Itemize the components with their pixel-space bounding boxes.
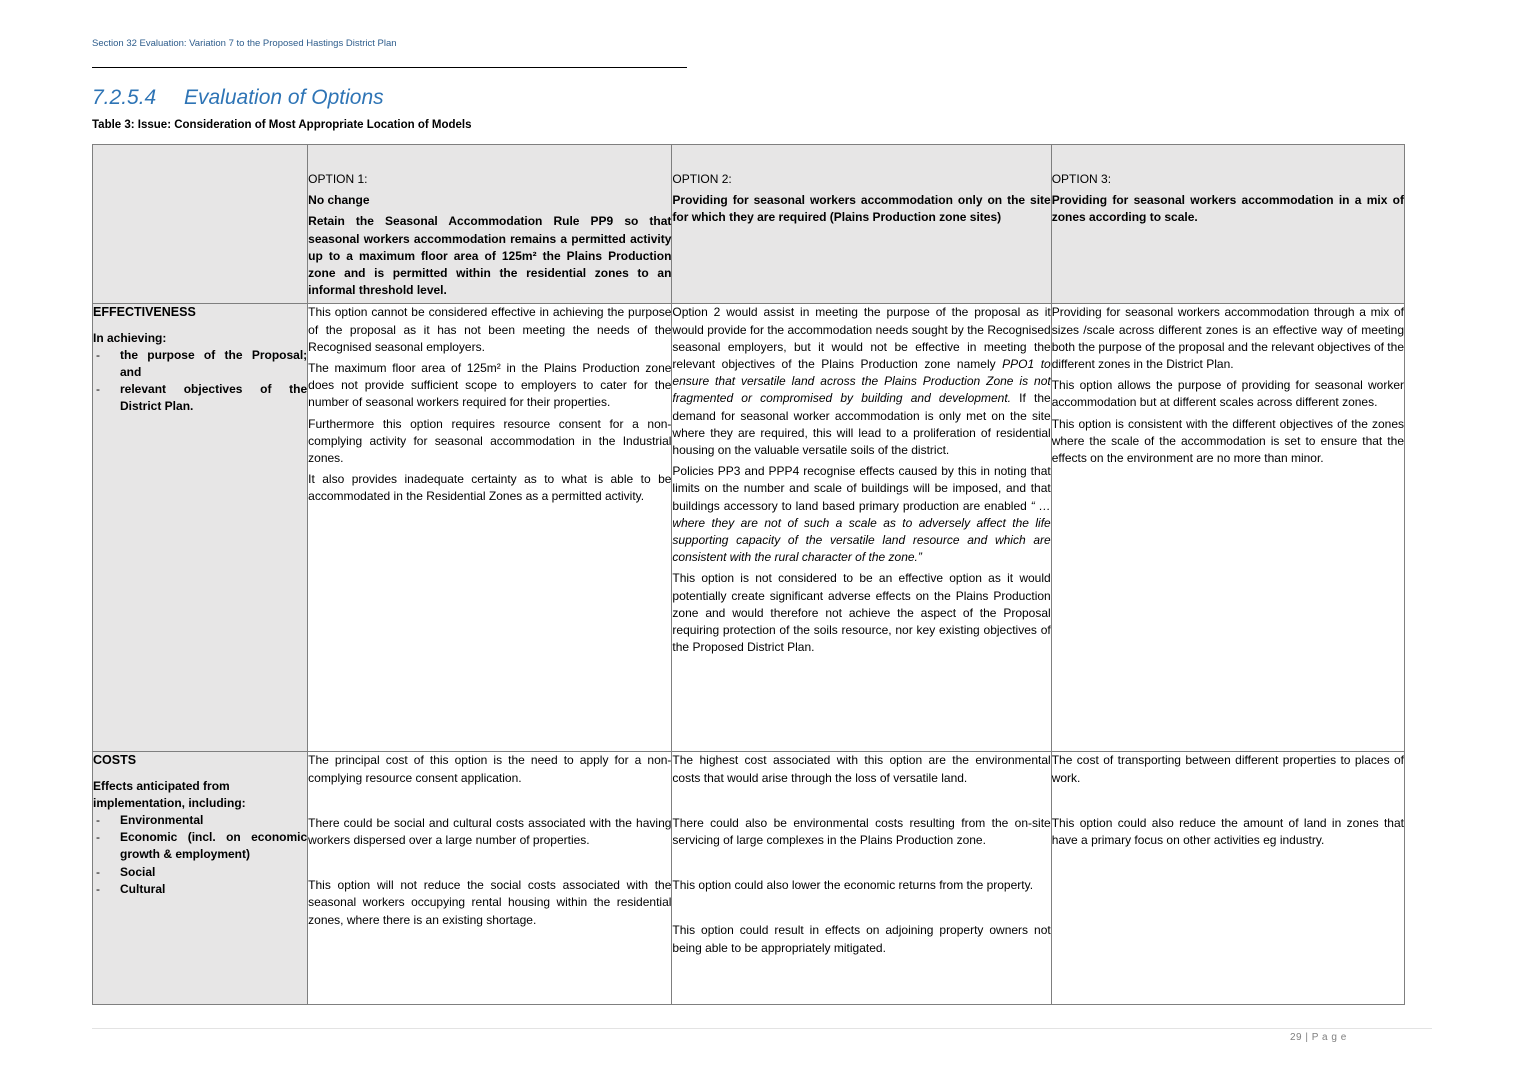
- paragraph: There could be social and cultural costs associated with the having workers dispersed over a large number of properties.: [308, 815, 672, 848]
- running-header: Section 32 Evaluation: Variation 7 to the Proposed Hastings District Plan: [92, 38, 397, 49]
- policy-quote: “ … where they are not of such a scale as to adversely affect the life supporting capacity of the versatile land resource and which are consistent with the rural character of the zone.”: [672, 498, 1051, 565]
- costs-title: COSTS: [93, 753, 137, 768]
- paragraph: This option allows the purpose of providing for seasonal worker accommodation but at different scales across different zones.: [1051, 378, 1404, 410]
- text-run: Option 2 would assist in meeting the purpose of the proposal as it would provide for the accommodation needs sought by the Recognised seasonal employers, but it would not be effective in meeting the relevant objectives of the Plains Production zone namely: [672, 305, 1051, 372]
- paragraph: It also provides inadequate certainty as to what is able to be accommodated in the Residential Zones as a permitted activity.: [308, 472, 672, 504]
- table-caption: Table 3: Issue: Consideration of Most Appropriate Location of Models: [92, 119, 472, 131]
- paragraph: This option could result in effects on adjoining property owners not being able to be appropriately mitigated.: [672, 923, 1051, 955]
- option-1-description: Retain the Seasonal Accommodation Rule PP9 so that seasonal workers accommodation remains a permitted activity up to a maximum floor area of 125m² the Plains Production zone and is permitted within the residential zones to an informal threshold level.: [308, 214, 672, 298]
- corner-cell: [93, 145, 308, 304]
- effectiveness-label-cell: [93, 304, 308, 752]
- criteria-item: - Economic (incl. on economic growth & employment): [93, 829, 307, 863]
- paragraph: This option is not considered to be an effective option as it would potentially create significant adverse effects on the Plains Production zone and would therefore not achieve the aspect of the Proposal requiring protection of the soils resource, nor key existing objectives of the Proposed District Plan.: [672, 571, 1051, 655]
- paragraph: This option will not reduce the social costs associated with the seasonal workers occupying rental housing within the residential zones, where there is an existing shortage.: [308, 878, 672, 927]
- footer-rule: [92, 1028, 1432, 1029]
- costs-row: [93, 752, 1405, 1005]
- criteria-item: - Cultural: [93, 881, 307, 898]
- option-3-label: OPTION 3:: [1051, 172, 1112, 186]
- effectiveness-option-3: [1051, 304, 1404, 752]
- options-header-row: [93, 145, 1405, 304]
- effectiveness-option-2: [672, 304, 1051, 752]
- paragraph: This option could also lower the economic returns from the property.: [672, 878, 1034, 893]
- paragraph: The highest cost associated with this option are the environmental costs that would arise through the loss of versatile land.: [672, 753, 1051, 785]
- criteria-item: - Social: [93, 864, 307, 881]
- evaluation-table: [92, 144, 1405, 1005]
- paragraph: [672, 463, 1050, 566]
- paragraph: Providing for seasonal workers accommodation through a mix of sizes /scale across different zones is an effective way of meeting both the purpose of the proposal and the relevant objectives of the different zones in the District Plan.: [1051, 305, 1404, 372]
- paragraph: The maximum floor area of 125m² in the Plains Production zone does not provide sufficient scope to employers to cater for the number of seasonal workers required for their properties.: [308, 361, 672, 410]
- costs-option-2: [672, 752, 1051, 1005]
- option-3-description: Providing for seasonal workers accommodation in a mix of zones according to scale.: [1051, 193, 1404, 225]
- option-2-description: Providing for seasonal workers accommodation only on the site for which they are required (Plains Production zone sites): [672, 193, 1051, 225]
- section-number: 7.2.5.4: [92, 86, 157, 109]
- objective-quote: PPO1 to ensure that versatile land across the Plains Production Zone is not fragmented or compromised by building and development.: [672, 357, 1051, 406]
- costs-subtitle: Effects anticipated from implementation, including:: [93, 778, 246, 810]
- paragraph: This option cannot be considered effective in achieving the purpose of the proposal as it has not been meeting the needs of the Recognised seasonal employers.: [308, 305, 672, 354]
- costs-label-cell: [93, 752, 308, 1005]
- paragraph: Furthermore this option requires resource consent for a non-complying activity for seasonal accommodation in the Industrial zones.: [308, 416, 672, 466]
- paragraph: The cost of transporting between different properties to places of work.: [1051, 753, 1404, 785]
- effectiveness-row: [93, 304, 1405, 752]
- text-run: Policies PP3 and PPP4 recognise effects caused by this in noting that limits on the number and scale of buildings will be imposed, and that buildings accessory to land based primary production are enabled: [672, 464, 1051, 513]
- costs-option-1: [308, 752, 672, 1005]
- page-number: 29 | P a g e: [1290, 1032, 1347, 1043]
- option-1-label: OPTION 1:: [308, 172, 368, 186]
- criteria-item: - the purpose of the Proposal; and: [93, 347, 307, 381]
- option-1-subtitle: No change: [308, 193, 370, 208]
- criteria-item: - Environmental: [93, 812, 307, 829]
- header-rule: [92, 67, 687, 68]
- section-heading: [92, 86, 384, 110]
- option-2-header: [672, 145, 1051, 304]
- option-2-label: OPTION 2:: [672, 172, 732, 186]
- effectiveness-subtitle: In achieving:: [93, 330, 167, 345]
- paragraph: There could also be environmental costs resulting from the on-site servicing of large complexes in the Plains Production zone.: [672, 815, 1051, 848]
- effectiveness-option-1: [308, 304, 672, 752]
- paragraph: The principal cost of this option is the need to apply for a non-complying resource consent application.: [308, 753, 672, 785]
- costs-criteria: [93, 812, 307, 898]
- option-1-header: [308, 145, 672, 304]
- costs-option-3: [1051, 752, 1404, 1005]
- effectiveness-criteria: [93, 347, 307, 416]
- text-run: If the demand for seasonal worker accommodation is only met on the site where they are required, this will lead to a proliferation of residential housing on the valuable versatile soils of the district.: [672, 391, 1051, 458]
- option-3-header: [1051, 145, 1404, 304]
- criteria-item: - relevant objectives of the District Plan.: [93, 381, 307, 415]
- paragraph: This option could also reduce the amount of land in zones that have a primary focus on other activities eg industry.: [1051, 815, 1404, 848]
- paragraph: This option is consistent with the different objectives of the zones where the scale of the accommodation is set to ensure that the effects on the environment are no more than minor.: [1051, 416, 1404, 466]
- effectiveness-title: EFFECTIVENESS: [93, 305, 196, 320]
- paragraph: [672, 304, 1050, 459]
- section-title: Evaluation of Options: [184, 86, 384, 109]
